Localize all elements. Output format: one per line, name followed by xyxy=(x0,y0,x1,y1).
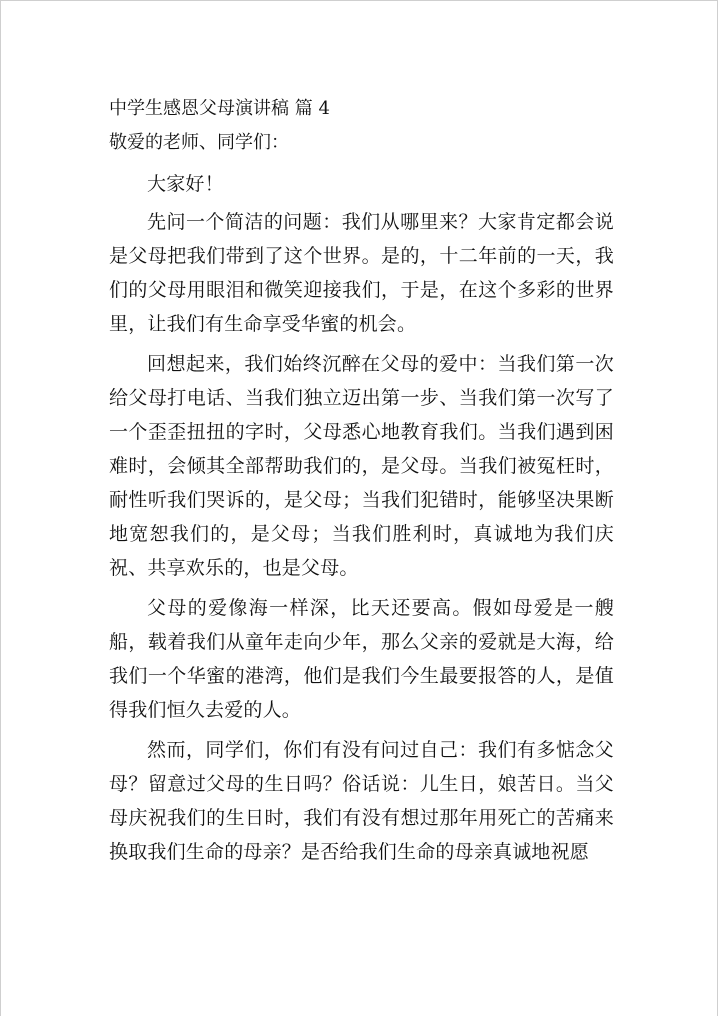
document-body xyxy=(109,97,614,875)
salutation: 敬爱的老师、同学们： xyxy=(109,132,289,153)
paragraph-2: 回想起来，我们始终沉醉在父母的爱中：当我们第一次给父母打电话、当我们独立迈出第一步、当我们第一次写了一个歪歪扭扭的字时，父母悉心地教育我们。当我们遇到困难时，会倾其全部帮助我们的，是父母。当我们被冤枉时，耐性听我们哭诉的，是父母；当我们犯错时，能够坚决果断地宽恕我们的，是父母；当我们胜利时，真诚地为我们庆祝、共享欢乐的，也是父母。 xyxy=(109,353,614,579)
paragraph-greeting: 大家好！ xyxy=(147,173,224,195)
paragraph-4: 然而，同学们，你们有没有问过自己：我们有多惦念父母？留意过父母的生日吗？俗话说：儿生日，娘苦日。当父母庆祝我们的生日时，我们有没有想过那年用死亡的苦痛来换取我们生命的母亲？是否给我们生命的母亲真诚地祝愿 xyxy=(109,739,614,863)
paragraph-1: 先问一个简洁的问题：我们从哪里来？大家肯定都会说是父母把我们带到了这个世界。是的，十二年前的一天，我们的父母用眼泪和微笑迎接我们，于是，在这个多彩的世界里，让我们有生命享受华蜜的机会。 xyxy=(109,211,614,335)
paragraph-3: 父母的爱像海一样深，比天还要高。假如母爱是一艘船，载着我们从童年走向少年，那么父亲的爱就是大海，给我们一个华蜜的港湾，他们是我们今生最要报答的人，是值得我们恒久去爱的人。 xyxy=(109,597,614,721)
document-title: 中学生感恩父母演讲稿 篇 4 xyxy=(109,98,330,119)
